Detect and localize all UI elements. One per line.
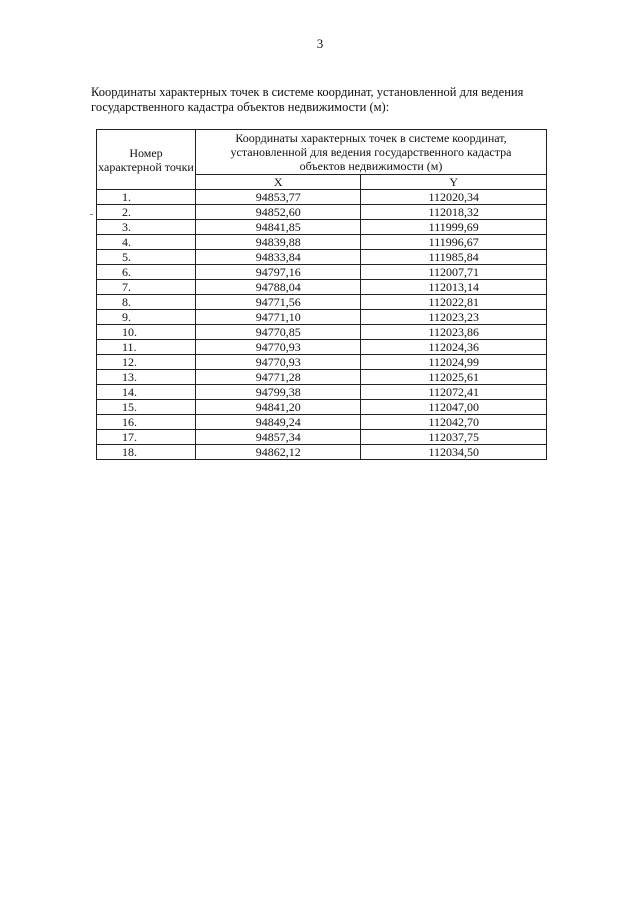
x-coordinate-cell: 94770,85 [196, 325, 361, 340]
x-coordinate-cell: 94852,60 [196, 205, 361, 220]
point-number-cell: 4. [97, 235, 196, 250]
point-number-cell: 9. [97, 310, 196, 325]
table-body [97, 190, 547, 460]
point-number-cell: 5. [97, 250, 196, 265]
x-coordinate-cell: 94771,56 [196, 295, 361, 310]
point-number-cell: 14. [97, 385, 196, 400]
x-coordinate-cell: 94771,10 [196, 310, 361, 325]
x-coordinate-cell: 94788,04 [196, 280, 361, 295]
y-coordinate-cell: 112022,81 [361, 295, 547, 310]
x-coordinate-cell: 94857,34 [196, 430, 361, 445]
table-row [97, 445, 547, 460]
table-row [97, 295, 547, 310]
intro-paragraph: Координаты характерных точек в системе координат, установленной для ведения государственного кадастра объектов недвижимости (м): [91, 85, 524, 114]
table-row [97, 265, 547, 280]
table-row [97, 400, 547, 415]
y-coordinate-cell: 112025,61 [361, 370, 547, 385]
y-coordinate-cell: 112034,50 [361, 445, 547, 460]
point-number-cell: 2. [97, 205, 196, 220]
y-coordinate-cell: 112007,71 [361, 265, 547, 280]
x-coordinate-cell: 94841,20 [196, 400, 361, 415]
y-coordinate-cell: 112013,14 [361, 280, 547, 295]
point-number-cell: 7. [97, 280, 196, 295]
page-number: 3 [316, 36, 324, 51]
x-coordinate-cell: 94799,38 [196, 385, 361, 400]
point-number-cell: 3. [97, 220, 196, 235]
y-coordinate-cell: 112047,00 [361, 400, 547, 415]
x-coordinate-cell: 94770,93 [196, 340, 361, 355]
x-coordinate-cell: 94797,16 [196, 265, 361, 280]
coordinates-table [96, 129, 547, 460]
y-coordinate-cell: 111999,69 [361, 220, 547, 235]
table-row [97, 280, 547, 295]
y-coordinate-cell: 112018,32 [361, 205, 547, 220]
table-row [97, 415, 547, 430]
y-coordinate-cell: 111985,84 [361, 250, 547, 265]
table-row [97, 190, 547, 205]
point-number-cell: 18. [97, 445, 196, 460]
header-point-number: Номер характерной точки [97, 130, 196, 190]
y-coordinate-cell: 111996,67 [361, 235, 547, 250]
point-number-cell: 15. [97, 400, 196, 415]
y-coordinate-cell: 112020,34 [361, 190, 547, 205]
y-coordinate-cell: 112023,23 [361, 310, 547, 325]
x-coordinate-cell: 94853,77 [196, 190, 361, 205]
point-number-cell: 16. [97, 415, 196, 430]
x-coordinate-cell: 94862,12 [196, 445, 361, 460]
point-number-cell: 8. [97, 295, 196, 310]
y-coordinate-cell: 112072,41 [361, 385, 547, 400]
table-row [97, 430, 547, 445]
table-row [97, 220, 547, 235]
table-row [97, 355, 547, 370]
table-row [97, 340, 547, 355]
table-row [97, 205, 547, 220]
point-number-cell: 10. [97, 325, 196, 340]
header-x: X [196, 175, 361, 190]
point-number-cell: 1. [97, 190, 196, 205]
y-coordinate-cell: 112042,70 [361, 415, 547, 430]
y-coordinate-cell: 112037,75 [361, 430, 547, 445]
point-number-cell: 17. [97, 430, 196, 445]
x-coordinate-cell: 94839,88 [196, 235, 361, 250]
x-coordinate-cell: 94841,85 [196, 220, 361, 235]
y-coordinate-cell: 112023,86 [361, 325, 547, 340]
table-row [97, 310, 547, 325]
y-coordinate-cell: 112024,99 [361, 355, 547, 370]
y-coordinate-cell: 112024,36 [361, 340, 547, 355]
header-coordinates: Координаты характерных точек в системе координат, установленной для ведения государственного кадастра объектов недвижимости (м) [196, 130, 547, 175]
header-y: Y [361, 175, 547, 190]
x-coordinate-cell: 94849,24 [196, 415, 361, 430]
point-number-cell: 12. [97, 355, 196, 370]
point-number-cell: 6. [97, 265, 196, 280]
table-row [97, 325, 547, 340]
point-number-cell: 11. [97, 340, 196, 355]
table-row [97, 250, 547, 265]
scan-mark [90, 214, 93, 215]
point-number-cell: 13. [97, 370, 196, 385]
x-coordinate-cell: 94771,28 [196, 370, 361, 385]
x-coordinate-cell: 94833,84 [196, 250, 361, 265]
table-row [97, 370, 547, 385]
x-coordinate-cell: 94770,93 [196, 355, 361, 370]
table-row [97, 385, 547, 400]
table-row [97, 235, 547, 250]
